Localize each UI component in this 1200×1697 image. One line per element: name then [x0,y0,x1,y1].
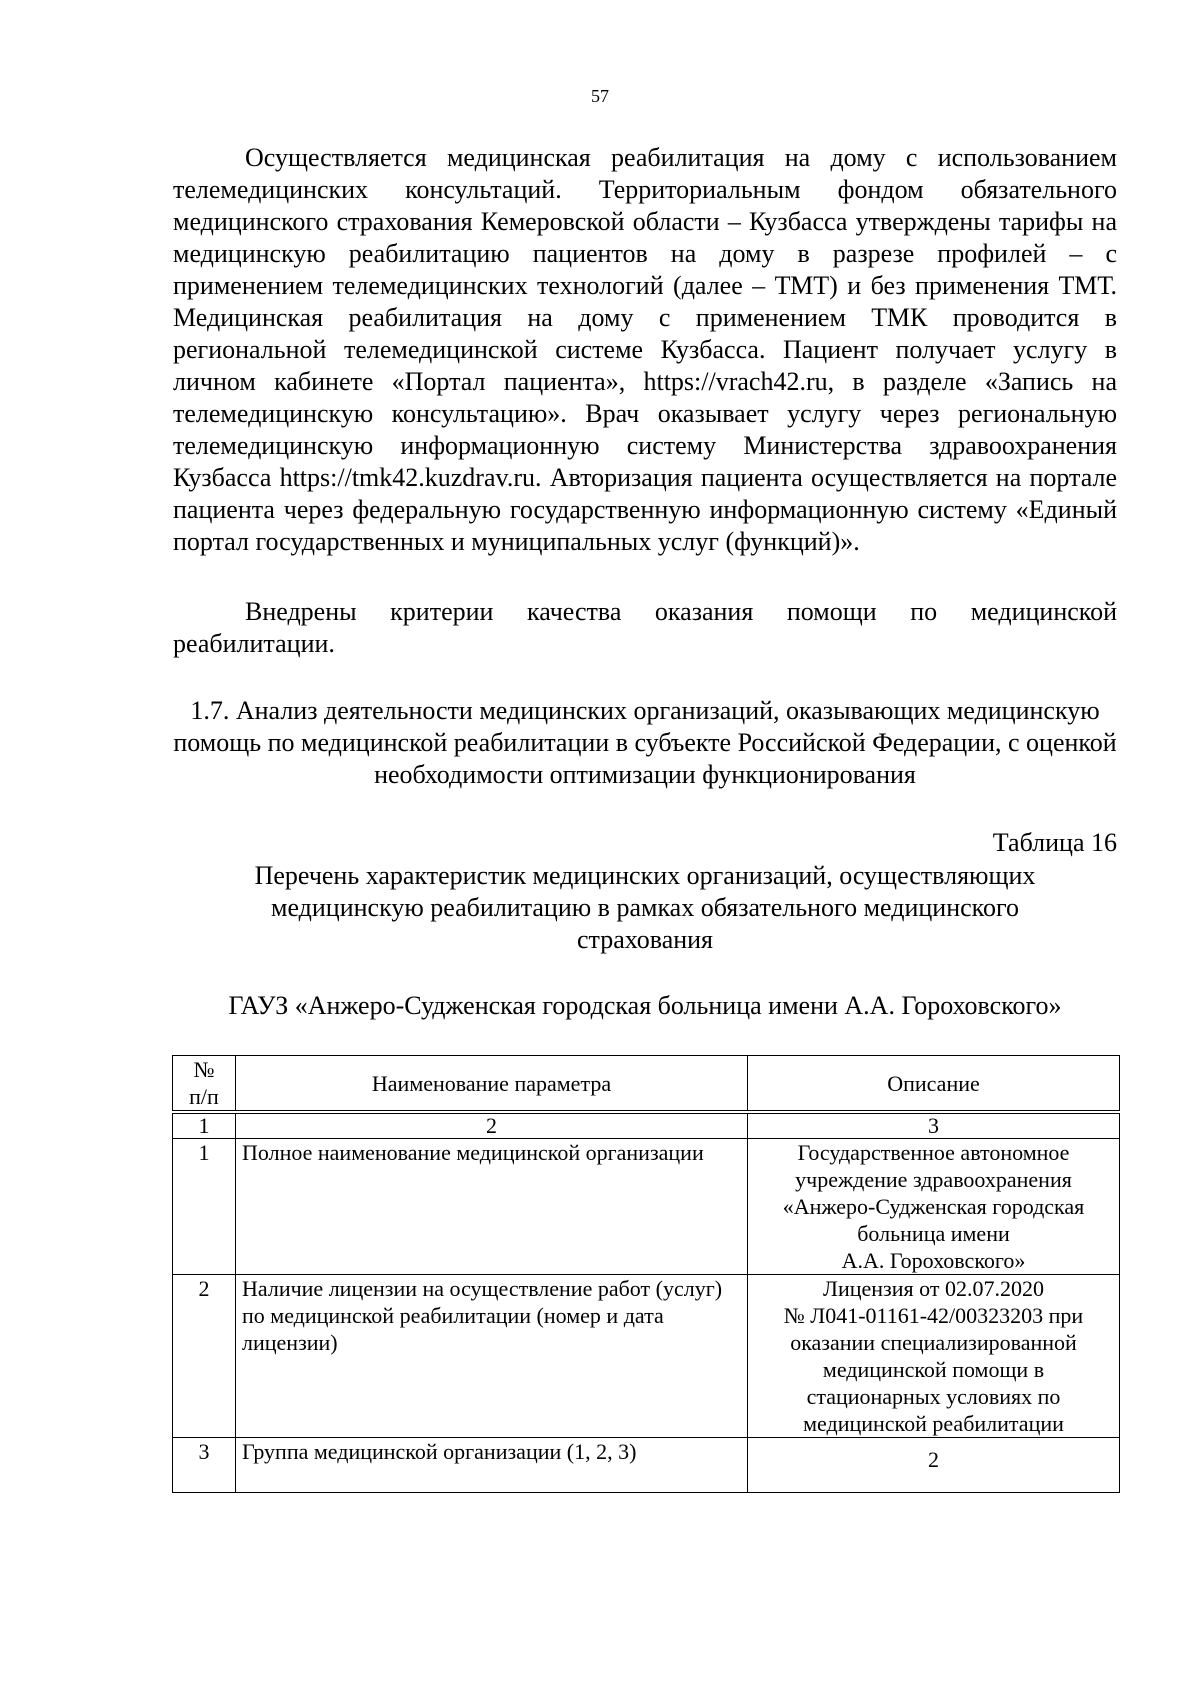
description-line: оказании специализированной [790,1330,1077,1355]
description-line: медицинской помощи в [822,1357,1045,1382]
description-line: учреждение здравоохранения [795,1167,1072,1192]
table-row [173,1139,1120,1275]
paragraph-telemedicine-rehabilitation: Осуществляется медицинская реабилитация на дому с использованием телемедицинских консультаций. Территориальным фондом обязательного медицинского страхования Кемеровской области – Кузбасса утверждены тарифы на медицинскую реабилитацию пациентов на дому в разрезе профилей – с применением телемедицинских технологий (далее – ТМТ) и без применения ТМТ. Медицинская реабилитация на дому с применением ТМК проводится в региональной телемедицинской системе Кузбасса. Пациент получает услугу в личном кабинете «Портал пациента», https://vrach42.ru, в разделе «Запись на телемедицинскую консультацию». Врач оказывает услугу через региональную телемедицинскую информационную систему Министерства здравоохранения Кузбасса https://tmk42.kuzdrav.ru. Авторизация пациента осуществляется на портале пациента через федеральную государственную информационную систему «Единый портал государственных и муниципальных услуг (функций)». [173,143,1117,556]
description-line: стационарных условиях по [806,1384,1061,1409]
row-parameter: Наличие лицензии на осуществление работ (услуг) по медицинской реабилитации (номер и дата лицензии) [236,1275,748,1438]
characteristics-table-wrapper [172,1055,1119,1493]
header-parameter: Наименование параметра [236,1056,748,1113]
description-line: Государственное автономное [797,1140,1070,1165]
header-number-abbrev: п/п [189,1084,219,1109]
table-caption [173,860,1117,956]
column-number: 3 [748,1112,1120,1139]
table-caption-line: Перечень характеристик медицинских организаций, осуществляющих [254,861,1036,890]
table-header-row [173,1056,1120,1113]
column-number: 2 [236,1112,748,1139]
table-row [173,1275,1120,1438]
row-description [748,1139,1120,1275]
description-line: А.А. Гороховского» [841,1248,1026,1273]
table-row [173,1438,1120,1493]
description-line: «Анжеро-Судженская городская [782,1194,1085,1219]
column-number: 1 [173,1112,236,1139]
column-numbering-row [173,1112,1120,1139]
characteristics-table [172,1055,1120,1493]
table-label: Таблица 16 [992,828,1117,857]
row-number: 3 [173,1438,236,1493]
header-description: Описание [748,1056,1120,1113]
description-line: медицинской реабилитации [803,1411,1064,1436]
page-number: 57 [591,86,609,106]
row-number: 1 [173,1139,236,1275]
paragraph-quality-criteria: Внедрены критерии качества оказания помощи по медицинской реабилитации. [173,597,1117,658]
organization-title: ГАУЗ «Анжеро-Судженская городская больница имени А.А. Гороховского» [228,991,1062,1020]
row-number: 2 [173,1275,236,1438]
header-number-symbol: № [193,1057,215,1082]
description-line: № Л041-01161-42/00323203 при [783,1303,1084,1328]
row-parameter: Группа медицинской организации (1, 2, 3) [236,1438,748,1493]
row-description [748,1438,1120,1493]
description-line: 2 [928,1447,939,1472]
section-heading: 1.7. Анализ деятельности медицинских организаций, оказывающих медицинскую помощь по медицинской реабилитации в субъекте Российской Федерации, с оценкой необходимости оптимизации функционирования [173,696,1117,789]
header-number [173,1056,236,1113]
description-line: больница имени [857,1221,1010,1246]
row-description [748,1275,1120,1438]
table-caption-line: медицинскую реабилитацию в рамках обязательного медицинского [271,893,1019,922]
row-parameter: Полное наименование медицинской организации [236,1139,748,1275]
description-line: Лицензия от 02.07.2020 [823,1276,1044,1301]
table-caption-line: страхования [576,925,714,954]
